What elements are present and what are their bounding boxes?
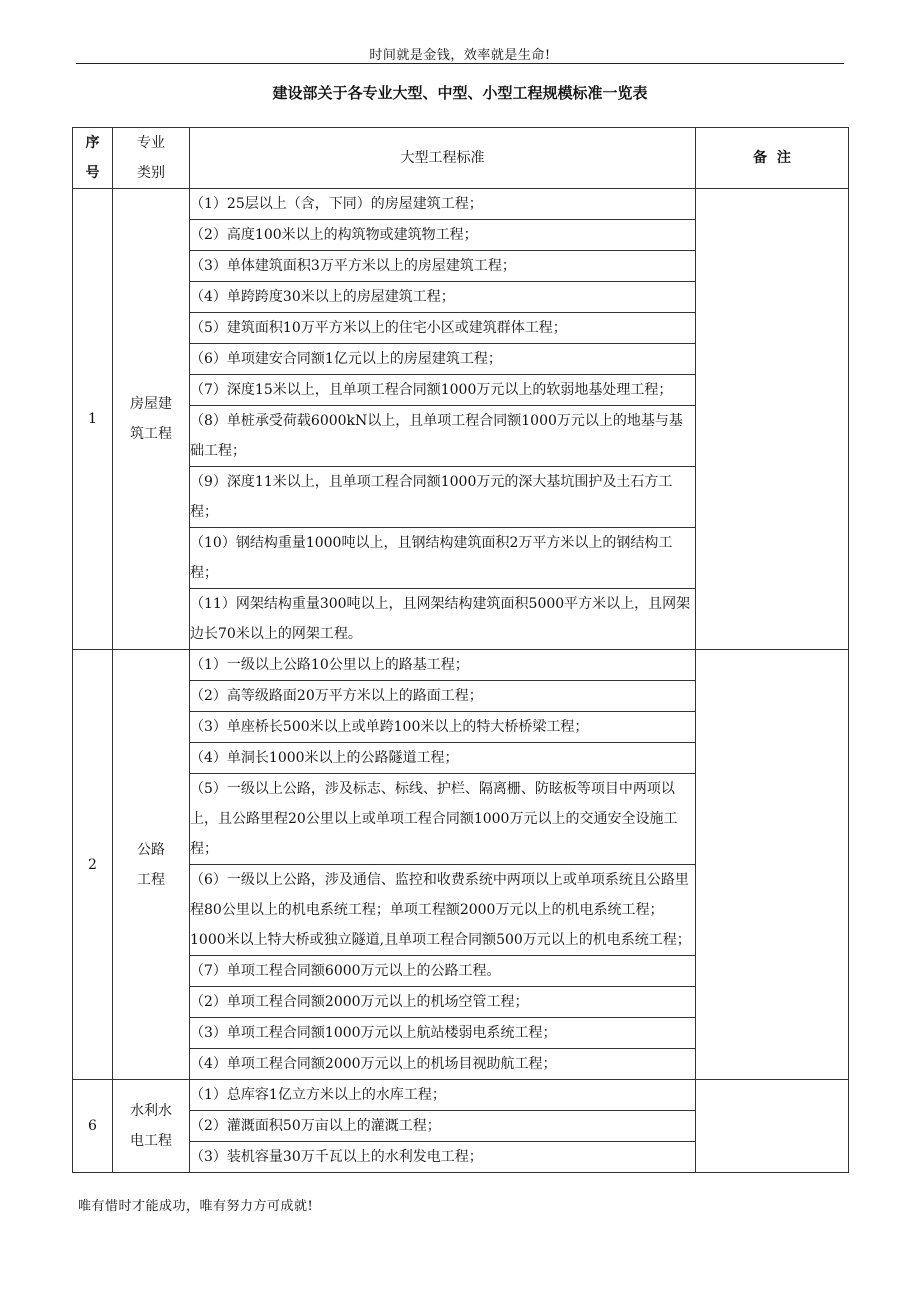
- remark-cell: [696, 1080, 849, 1173]
- table-row: [73, 1080, 849, 1111]
- standard-item-cell: （8）单桩承受荷载6000kN以上，且单项工程合同额1000万元以上的地基与基础工程；: [190, 406, 696, 467]
- standard-item-cell: （3）单项工程合同额1000万元以上航站楼弱电系统工程；: [190, 1018, 696, 1049]
- category-line-2: 电工程: [130, 1133, 172, 1149]
- category-cell: [113, 650, 190, 1080]
- category-line-2: 工程: [137, 871, 165, 888]
- serial-number-cell: 2: [73, 650, 113, 1080]
- serial-number-cell: 6: [73, 1080, 113, 1173]
- standard-item-cell: （7）深度15米以上，且单项工程合同额1000万元以上的软弱地基处理工程；: [190, 375, 696, 406]
- standard-item-cell: （3）单体建筑面积3万平方米以上的房屋建筑工程；: [190, 251, 696, 282]
- header-standard: 大型工程标准: [190, 128, 696, 189]
- remark-cell: [696, 650, 849, 1080]
- category-line-1: 水利水: [130, 1103, 172, 1119]
- standard-item-cell: （4）单项工程合同额2000万元以上的机场目视助航工程；: [190, 1049, 696, 1080]
- category-line-1: 房屋建: [130, 396, 172, 412]
- standards-table: [72, 127, 849, 1173]
- table-header-row: [73, 128, 849, 189]
- header-remark: 备 注: [696, 128, 849, 189]
- standard-item-cell: （2）高度100米以上的构筑物或建筑物工程；: [190, 220, 696, 251]
- standard-item-cell: （4）单跨跨度30米以上的房屋建筑工程；: [190, 282, 696, 313]
- standard-item-cell: （11）网架结构重量300吨以上，且网架结构建筑面积5000平方米以上，且网架边长70米以上的网架工程。: [190, 589, 696, 650]
- table-row: [73, 189, 849, 220]
- standard-item-cell: （2）单项工程合同额2000万元以上的机场空管工程；: [190, 987, 696, 1018]
- header-rule: [76, 63, 844, 64]
- header-serial-number: 序 号: [73, 128, 113, 189]
- page-header: 时间就是金钱，效率就是生命!: [369, 48, 551, 63]
- table-row: [73, 650, 849, 681]
- header-category: 专业 类别: [113, 128, 190, 189]
- standard-item-cell: （2）灌溉面积50万亩以上的灌溉工程；: [190, 1111, 696, 1142]
- standard-item-cell: （1）一级以上公路10公里以上的路基工程；: [190, 650, 696, 681]
- document-title: 建设部关于各专业大型、中型、小型工程规模标准一览表: [272, 84, 648, 102]
- standard-item-cell: （3）装机容量30万千瓦以上的水利发电工程；: [190, 1142, 696, 1173]
- category-cell: [113, 189, 190, 650]
- standard-item-cell: （2）高等级路面20万平方米以上的路面工程；: [190, 681, 696, 712]
- standard-item-cell: （9）深度11米以上，且单项工程合同额1000万元的深大基坑围护及土石方工程；: [190, 467, 696, 528]
- standard-item-cell: （4）单洞长1000米以上的公路隧道工程；: [190, 743, 696, 774]
- category-cell: [113, 1080, 190, 1173]
- serial-number-cell: 1: [73, 189, 113, 650]
- page-footer: 唯有惜时才能成功，唯有努力方可成就!: [78, 1199, 314, 1214]
- standard-item-cell: （5）建筑面积10万平方米以上的住宅小区或建筑群体工程；: [190, 313, 696, 344]
- table-body: [73, 189, 849, 1173]
- standard-item-cell: （6）一级以上公路，涉及通信、监控和收费系统中两项以上或单项系统且公路里程80公里以上的机电系统工程；单项工程额2000万元以上的机电系统工程；1000米以上特大桥或独立隧道,且单项工程合同额500万元以上的机电系统工程；: [190, 865, 696, 956]
- standard-item-cell: （5）一级以上公路，涉及标志、标线、护栏、隔离栅、防眩板等项目中两项以上，且公路里程20公里以上或单项工程合同额1000万元以上的交通安全设施工程；: [190, 774, 696, 865]
- standard-item-cell: （1）总库容1亿立方米以上的水库工程；: [190, 1080, 696, 1111]
- standard-item-cell: （6）单项建安合同额1亿元以上的房屋建筑工程；: [190, 344, 696, 375]
- category-line-2: 筑工程: [130, 426, 172, 442]
- standard-item-cell: （10）钢结构重量1000吨以上，且钢结构建筑面积2万平方米以上的钢结构工程；: [190, 528, 696, 589]
- standard-item-cell: （1）25层以上（含，下同）的房屋建筑工程；: [190, 189, 696, 220]
- standard-item-cell: （3）单座桥长500米以上或单跨100米以上的特大桥桥梁工程；: [190, 712, 696, 743]
- remark-cell: [696, 189, 849, 650]
- standard-item-cell: （7）单项工程合同额6000万元以上的公路工程。: [190, 956, 696, 987]
- category-line-1: 公路: [137, 841, 165, 858]
